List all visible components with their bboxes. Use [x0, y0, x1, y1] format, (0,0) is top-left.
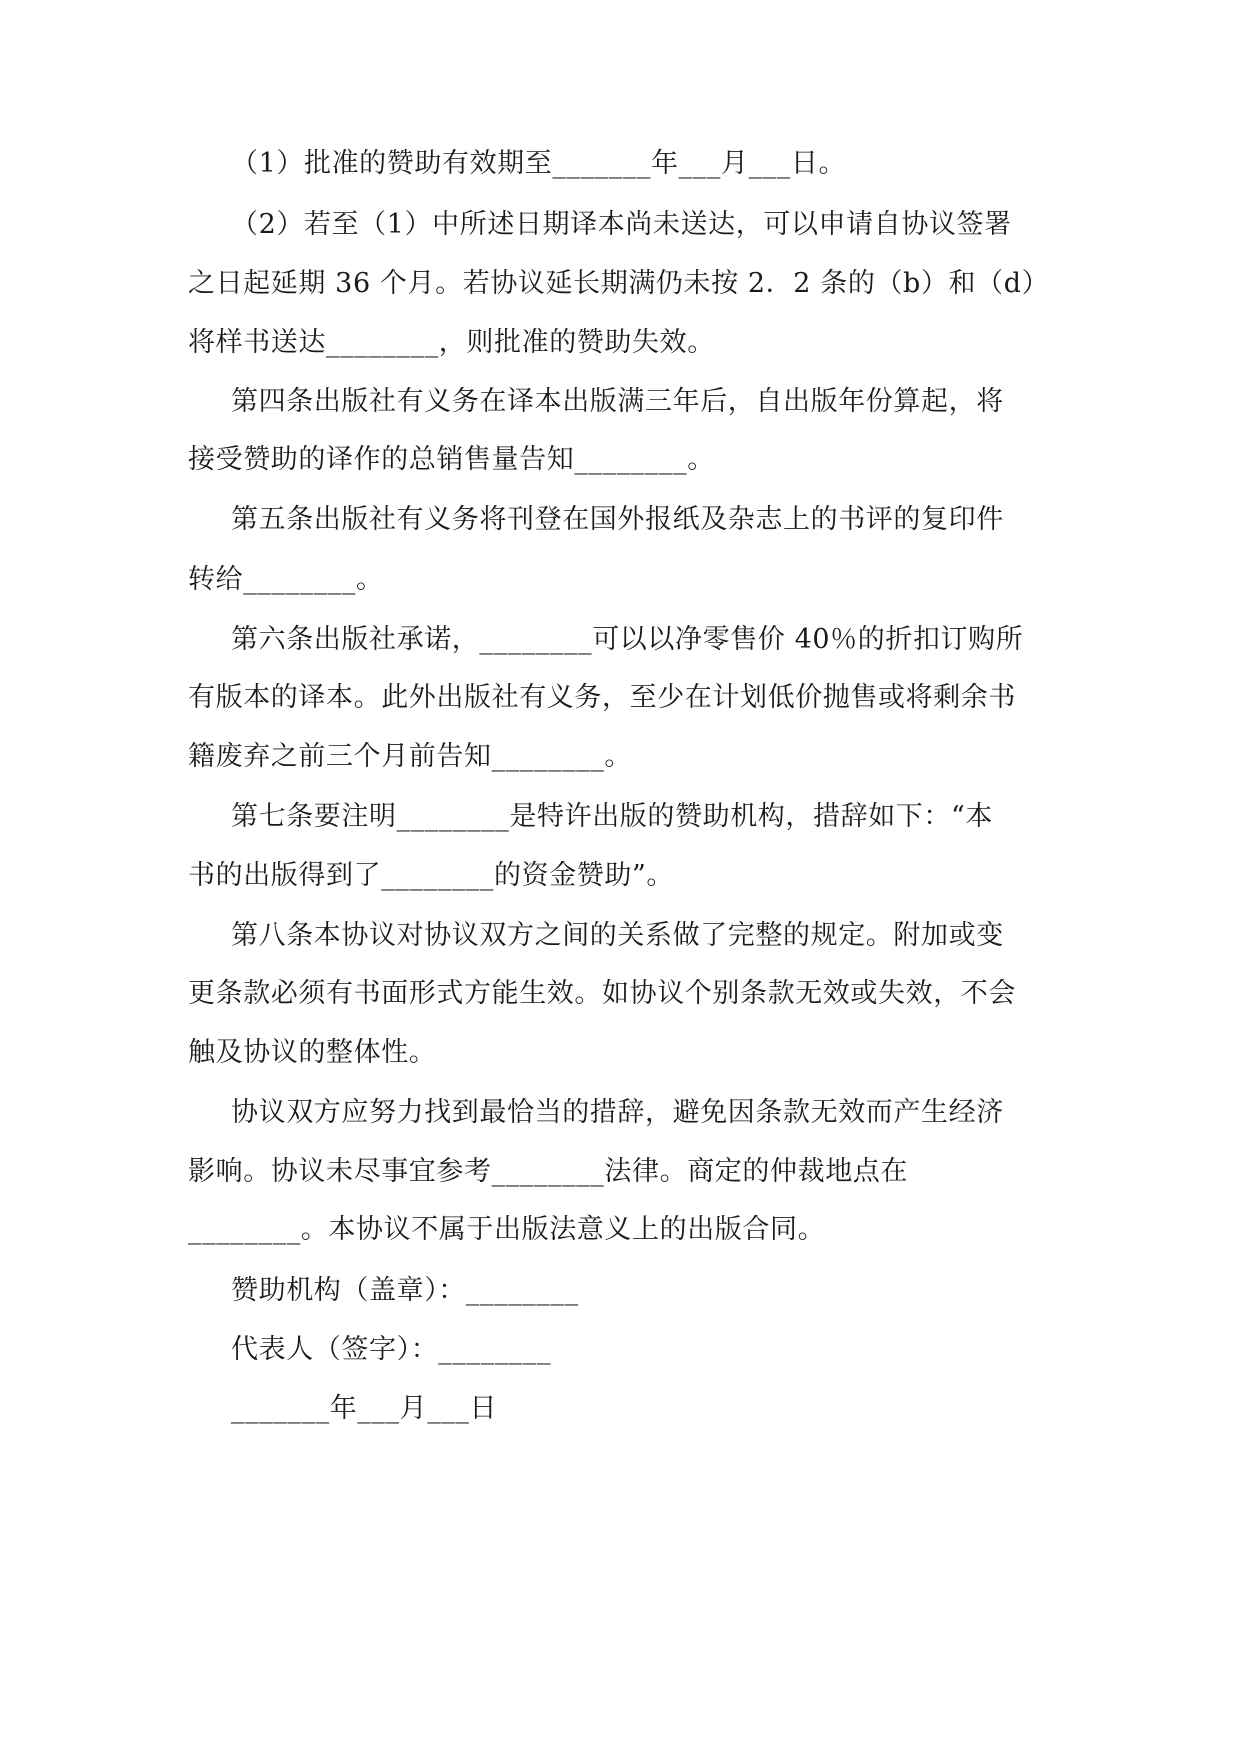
text-line: 触及协议的整体性。	[188, 1037, 437, 1068]
text-line: 协议双方应努力找到最恰当的措辞，避免因条款无效而产生经济	[231, 1097, 1004, 1128]
text-line: 第四条出版社有义务在译本出版满三年后，自出版年份算起，将	[231, 386, 1004, 417]
text-line: 书的出版得到了________的资金赞助”。	[188, 860, 675, 891]
text-line: 第六条出版社承诺，________可以以净零售价 40％的折扣订购所	[231, 624, 1024, 655]
text-line: 第五条出版社有义务将刊登在国外报纸及杂志上的书评的复印件	[231, 504, 1004, 535]
text-line: 之日起延期 36 个月。若协议延长期满仍未按 2．2 条的（b）和（d）	[188, 268, 1050, 299]
text-line: 更条款必须有书面形式方能生效。如协议个别条款无效或失效，不会	[188, 978, 1016, 1009]
text-line: 接受赞助的译作的总销售量告知________。	[188, 444, 715, 475]
text-line: 第七条要注明________是特许出版的赞助机构，措辞如下：“本	[231, 801, 994, 832]
text-line: （2）若至（1）中所述日期译本尚未送达，可以申请自协议签署	[231, 209, 1012, 240]
text-line: 影响。协议未尽事宜参考________法律。商定的仲裁地点在	[188, 1156, 908, 1187]
text-line: ________。本协议不属于出版法意义上的出版合同。	[188, 1214, 826, 1245]
text-line: 转给________。	[188, 564, 384, 595]
signature-org-line: 赞助机构（盖章）：________	[231, 1275, 579, 1306]
text-line: 籍废弃之前三个月前告知________。	[188, 741, 632, 772]
signature-rep-line: 代表人（签字）：________	[231, 1334, 552, 1365]
text-line: 有版本的译本。此外出版社有义务，至少在计划低价抛售或将剩余书	[188, 682, 1016, 713]
text-line: （1）批准的赞助有效期至_______年___月___日。	[231, 148, 847, 179]
text-line: 第八条本协议对协议双方之间的关系做了完整的规定。附加或变	[231, 920, 1004, 951]
signature-date-line: _______年___月___日	[231, 1393, 498, 1424]
text-line: 将样书送达________，则批准的赞助失效。	[188, 327, 715, 358]
